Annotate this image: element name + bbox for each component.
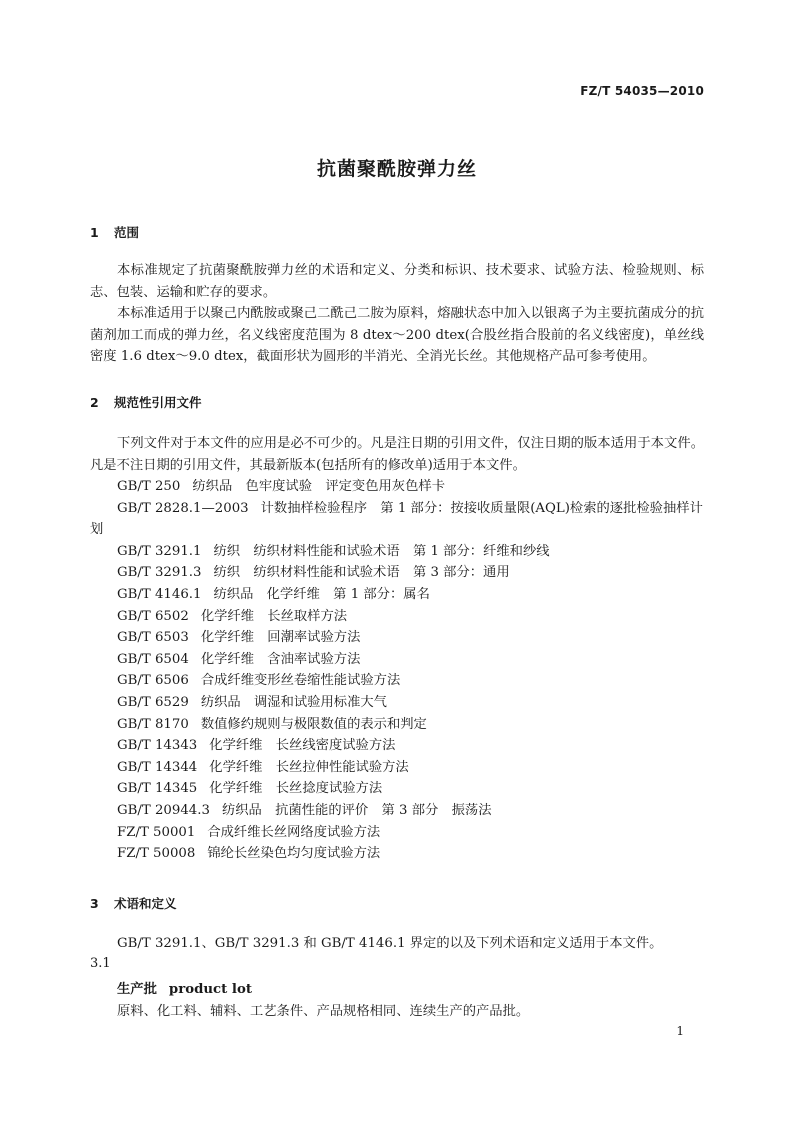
reference-code: GB/T 6529: [117, 694, 189, 710]
reference-code: GB/T 6504: [117, 651, 189, 667]
reference-code: GB/T 14343: [117, 738, 198, 754]
reference-code: GB/T 250: [117, 479, 181, 494]
term-english: product lot: [168, 982, 252, 997]
reference-code: GB/T 4146.1: [117, 586, 202, 602]
reference-code: GB/T 3291.1: [117, 543, 202, 559]
section-3-heading: [90, 894, 177, 912]
reference-item: [90, 584, 704, 606]
term-chinese: 生产批: [117, 982, 157, 997]
standard-code: FZ/T 54035—2010: [580, 84, 704, 98]
reference-title: 数值修约规则与极限数值的表示和判定: [200, 716, 427, 732]
reference-item: [90, 843, 704, 865]
reference-title: 锦纶长丝染色均匀度试验方法: [207, 846, 381, 862]
reference-title: 纺织 纺织材料性能和试验术语 第 3 部分：通用: [213, 565, 510, 581]
section-title: 术语和定义: [114, 896, 177, 911]
reference-code: GB/T 14345: [117, 781, 198, 797]
reference-item: [90, 498, 704, 541]
reference-code: GB/T 8170: [117, 716, 189, 732]
reference-title: 化学纤维 含油率试验方法: [200, 651, 361, 667]
section-2-intro: 下列文件对于本文件的应用是必不可少的。凡是注日期的引用文件，仅注日期的版本适用于本文件。凡是不注日期的引用文件，其最新版本(包括所有的修改单)适用于本文件。: [90, 436, 704, 473]
reference-item: [90, 476, 704, 498]
reference-code: GB/T 14344: [117, 759, 198, 775]
reference-title: 化学纤维 长丝取样方法: [200, 608, 348, 624]
section-title: 范围: [114, 225, 140, 240]
reference-item: [90, 800, 704, 822]
reference-item: [90, 606, 704, 628]
reference-title: 化学纤维 长丝线密度试验方法: [209, 738, 396, 754]
page-number: 1: [676, 1024, 684, 1038]
reference-item: [90, 562, 704, 584]
reference-title: 合成纤维长丝网络度试验方法: [207, 824, 381, 840]
reference-title: 化学纤维 长丝拉伸性能试验方法: [209, 759, 409, 775]
reference-title: 化学纤维 长丝捻度试验方法: [209, 781, 383, 797]
reference-item: [90, 735, 704, 757]
reference-title: 纺织品 调湿和试验用标准大气: [200, 694, 387, 710]
term-definition: 原料、化工料、辅料、工艺条件、产品规格相同、连续生产的产品批。: [117, 1004, 530, 1019]
section-number: 3: [90, 896, 99, 911]
section-title: 规范性引用文件: [114, 395, 202, 410]
section-number: 1: [90, 225, 99, 240]
reference-item: [90, 541, 704, 563]
section-3-intro: GB/T 3291.1、GB/T 3291.3 和 GB/T 4146.1 界定的以及下列术语和定义适用于本文件。: [117, 936, 663, 951]
section-2-heading: [90, 393, 202, 411]
reference-item: [90, 757, 704, 779]
reference-item: [90, 627, 704, 649]
reference-title: 计数抽样检验程序 第 1 部分：按接收质量限(AQL)检索的逐批检验抽样计划: [90, 500, 703, 538]
reference-code: FZ/T 50001: [117, 824, 196, 840]
reference-code: GB/T 6503: [117, 630, 189, 646]
section-number: 2: [90, 395, 99, 410]
reference-code: GB/T 3291.3: [117, 565, 202, 581]
subsection-number: 3.1: [90, 956, 111, 971]
reference-title: 纺织品 色牢度试验 评定变色用灰色样卡: [192, 479, 445, 494]
reference-item: [90, 778, 704, 800]
reference-title: 合成纤维变形丝卷缩性能试验方法: [200, 673, 401, 689]
reference-title: 纺织 纺织材料性能和试验术语 第 1 部分：纤维和纱线: [213, 543, 550, 559]
reference-code: GB/T 2828.1—2003: [117, 500, 249, 516]
reference-item: [90, 692, 704, 714]
section-1-heading: [90, 223, 139, 241]
reference-code: GB/T 6502: [117, 608, 189, 624]
reference-code: GB/T 6506: [117, 673, 189, 689]
reference-title: 化学纤维 回潮率试验方法: [200, 630, 361, 646]
reference-item: [90, 670, 704, 692]
document-title: 抗菌聚酰胺弹力丝: [316, 158, 477, 180]
section-1-paragraph-2: 本标准适用于以聚己内酰胺或聚己二酰己二胺为原料，熔融状态中加入以银离子为主要抗菌成分的抗菌剂加工而成的弹力丝，名义线密度范围为 8 dtex～200 dtex(合股丝指合股前的名义线密度)，单丝线密度 1.6 dtex～9.0 dtex，截面形状为圆形的半消光、全消光长丝。其他规格产品可参考使用。: [90, 306, 704, 364]
reference-code: FZ/T 50008: [117, 846, 196, 862]
reference-item: [90, 822, 704, 844]
reference-item: [90, 649, 704, 671]
reference-item: [90, 714, 704, 736]
reference-title: 纺织品 化学纤维 第 1 部分：属名: [213, 586, 430, 602]
normative-references-list: [90, 476, 704, 865]
reference-title: 纺织品 抗菌性能的评价 第 3 部分 振荡法: [221, 802, 492, 818]
section-1-paragraph-1: 本标准规定了抗菌聚酰胺弹力丝的术语和定义、分类和标识、技术要求、试验方法、检验规则、标志、包装、运输和贮存的要求。: [90, 263, 704, 300]
term-entry: [117, 978, 252, 997]
reference-code: GB/T 20944.3: [117, 802, 210, 818]
